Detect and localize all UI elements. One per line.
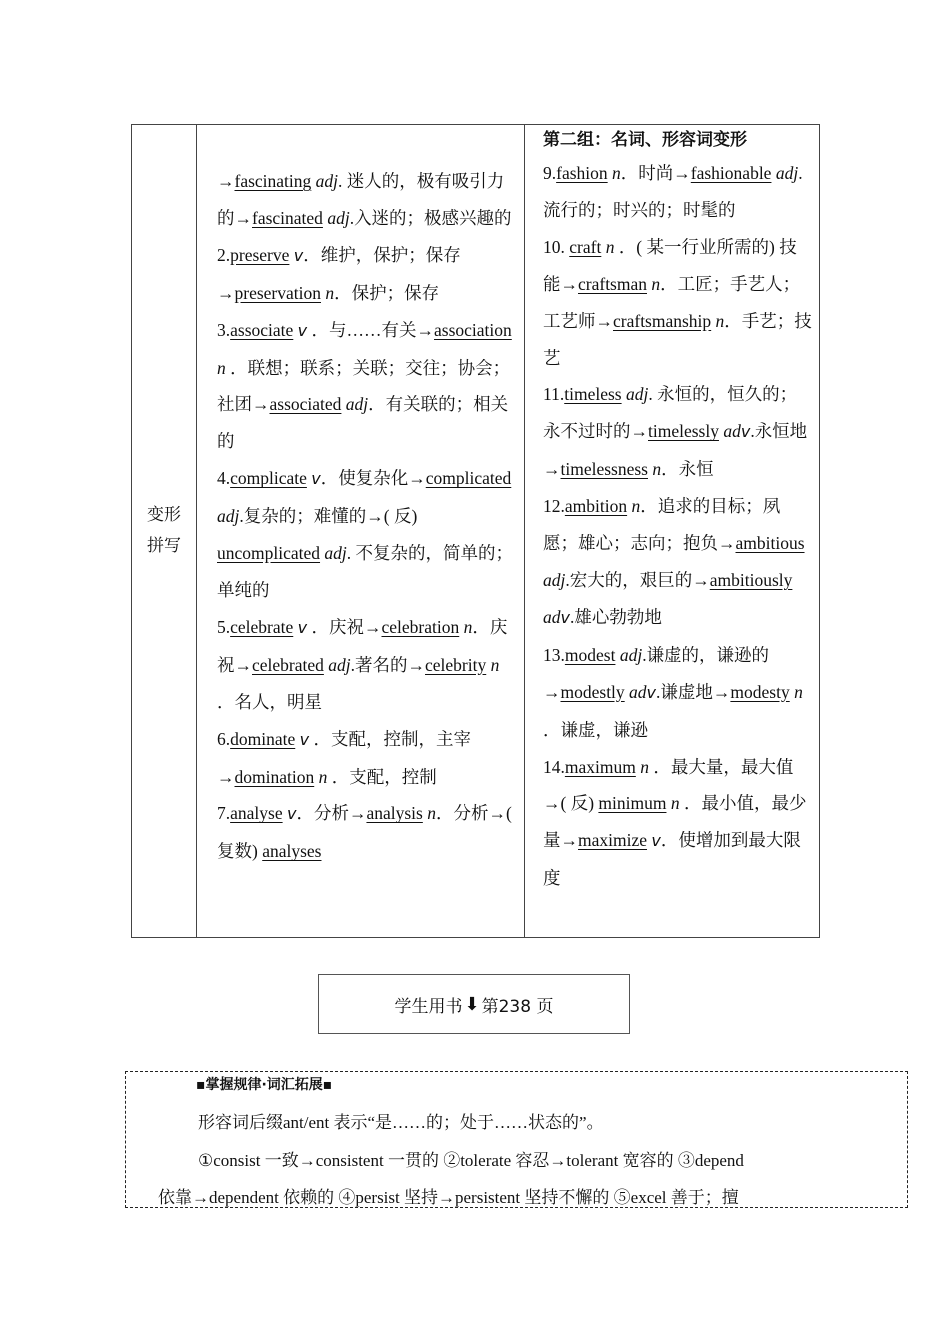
part-of-speech: n xyxy=(715,310,725,331)
part-of-speech: n xyxy=(325,282,335,303)
entry-text: 14. xyxy=(543,756,565,777)
entry-text: ．保护；保存 xyxy=(334,282,440,303)
vocab-word: modest xyxy=(564,644,616,665)
vocab-word: preservation xyxy=(234,282,321,303)
tip-rule: 形容词后缀ant/ent 表示“是……的；处于……状态的”。 xyxy=(198,1113,604,1132)
entry-text: 永恒地→ xyxy=(543,421,808,480)
part-of-speech: n xyxy=(652,459,662,480)
vocab-word: associated xyxy=(269,394,342,415)
entry-text: 10. xyxy=(543,236,570,257)
entry-text: ．( 某一行业所需的) 技能→ xyxy=(543,236,797,294)
vocab-word: minimum xyxy=(598,793,667,814)
vocab-entry xyxy=(217,312,516,461)
category-line-1: 变形 xyxy=(147,505,181,525)
entry-text: ．庆祝→ xyxy=(307,616,382,637)
category-label xyxy=(132,500,196,562)
entry-text: 谦虚地→ xyxy=(660,681,731,702)
entry-text: . xyxy=(349,207,355,228)
part-of-speech: adj xyxy=(217,506,240,527)
vocab-entry xyxy=(543,749,813,898)
part-of-speech: n xyxy=(463,616,473,637)
entry-text: ．名人，明星 xyxy=(217,691,322,712)
right-entry-list xyxy=(543,155,813,897)
part-of-speech: v xyxy=(297,320,308,340)
vocab-entry xyxy=(543,637,813,749)
entry-text: . xyxy=(798,163,803,183)
vocab-entry xyxy=(543,155,813,229)
vocab-word: timelessness xyxy=(560,459,648,480)
part-of-speech: ad xyxy=(629,681,647,702)
part-of-speech: adj xyxy=(315,171,339,191)
entry-text: . xyxy=(642,644,647,665)
part-of-speech: n xyxy=(490,654,500,675)
part-of-speech: n xyxy=(427,803,436,824)
vocab-word: analyses xyxy=(262,841,322,862)
part-of-speech: v xyxy=(286,804,297,824)
vocab-entry xyxy=(217,460,516,609)
part-of-speech: adj xyxy=(625,384,649,405)
entry-text: ．手艺；技艺 xyxy=(543,310,812,368)
entry-text: 3. xyxy=(217,319,231,340)
entry-text: ．最大量，最大值→( 反) xyxy=(543,756,794,814)
vocab-word: craftsman xyxy=(578,273,647,294)
vocab-word: analyse xyxy=(230,803,283,824)
entry-text: 11. xyxy=(543,384,565,405)
vocab-word: analysis xyxy=(366,803,423,824)
entry-text: 宏大的，艰巨的→ xyxy=(569,569,710,590)
entry-text: . 永恒的，恒久的；永不过时的→ xyxy=(543,384,798,442)
entry-text: 谦虚的，谦逊的→ xyxy=(543,644,770,702)
vocab-entry xyxy=(543,488,813,637)
group-heading: 第二组：名词、形容词变形 xyxy=(543,130,747,150)
vocab-word: celebration xyxy=(381,616,460,637)
part-of-speech: n xyxy=(670,793,680,814)
part-of-speech: v xyxy=(299,729,310,749)
entry-text: ．维护，保护；保存→ xyxy=(217,244,461,303)
entry-text: . 不复杂的，简单的；单纯的 xyxy=(217,543,514,600)
vocab-word: complicate xyxy=(230,468,307,489)
part-of-speech: adj xyxy=(775,163,799,183)
entry-text: → xyxy=(217,171,235,191)
vocab-entry xyxy=(217,237,516,312)
entry-text: 复杂的；难懂的→( 反) xyxy=(243,506,418,527)
vocab-word: ambition xyxy=(564,496,628,517)
down-arrow-icon: ⬇ xyxy=(464,993,480,1015)
part-of-speech: v xyxy=(740,422,751,442)
vocab-word: dominate xyxy=(230,728,296,749)
entry-text: 12. xyxy=(543,496,565,517)
entry-text: ．谦虚，谦逊 xyxy=(543,719,648,740)
entry-text: 著名的→ xyxy=(355,654,426,675)
vocab-word: timeless xyxy=(564,384,622,405)
page-reference-box xyxy=(318,974,630,1034)
tip-line-2: 依靠→dependent 依赖的 ④persist 坚持→persistent 坚持不懈的 ⑤excel 善于；擅 xyxy=(158,1188,739,1207)
vocab-entry xyxy=(217,163,516,237)
vocab-word: modestly xyxy=(560,681,625,702)
vocab-word: craftsmanship xyxy=(613,310,712,331)
entry-text: 4. xyxy=(217,468,231,489)
part-of-speech: n xyxy=(640,756,649,777)
vocab-word: maximize xyxy=(578,830,648,851)
entry-text: ．庆祝→ xyxy=(217,616,508,675)
entry-text: ．永恒 xyxy=(661,459,714,480)
part-of-speech: adj xyxy=(328,654,351,675)
part-of-speech: adj xyxy=(543,569,566,590)
entry-text: . 迷人的，极有吸引力的→ xyxy=(217,171,505,228)
right-entries xyxy=(525,125,819,937)
entry-text: ．支配，控制 xyxy=(327,766,437,787)
vocab-word: association xyxy=(434,319,512,340)
entry-text: ．分析→ xyxy=(296,803,367,824)
part-of-speech: v xyxy=(311,469,321,489)
vocab-word: celebrated xyxy=(252,654,324,675)
part-of-speech: v xyxy=(297,617,308,637)
entry-text: ．联想；联系；关联；交往；协会；社团→ xyxy=(217,357,511,415)
vocab-word: craft xyxy=(569,236,602,257)
part-of-speech: n xyxy=(318,766,328,787)
page-ref-prefix: 学生用书 xyxy=(394,996,463,1017)
vocab-word: fascinating xyxy=(234,171,312,191)
page-ref-suffix: 第238 页 xyxy=(481,996,554,1017)
vocab-word: celebrate xyxy=(230,616,294,637)
vocab-table xyxy=(131,124,820,938)
entry-text: . xyxy=(750,421,755,442)
part-of-speech: adj xyxy=(345,394,369,415)
vocab-word: timelessly xyxy=(648,421,719,442)
left-column xyxy=(197,125,525,938)
entry-text: 9. xyxy=(543,163,557,183)
entry-text: 入迷的；极感兴趣的 xyxy=(354,207,512,228)
entry-text: ．时尚→ xyxy=(620,163,691,183)
entry-text: 7. xyxy=(217,803,231,824)
vocab-word: fascinated xyxy=(252,207,323,228)
entry-text: ．分析→( 复数) xyxy=(217,803,512,862)
part-of-speech: adj xyxy=(619,644,643,665)
part-of-speech: adj xyxy=(327,207,350,228)
entry-text: ．使复杂化→ xyxy=(320,468,426,489)
tip-line-1: ①consist 一致→consistent 一贯的 ②tolerate 容忍→tolerant 宽容的 ③depend xyxy=(198,1151,744,1170)
vocab-word: fashionable xyxy=(690,163,772,183)
vocab-word: modesty xyxy=(730,681,790,702)
vocab-word: preserve xyxy=(230,244,290,265)
part-of-speech: n xyxy=(612,163,621,183)
vocab-word: associate xyxy=(230,319,294,340)
vocab-word: complicated xyxy=(425,468,512,489)
part-of-speech: n xyxy=(605,236,615,257)
vocab-tip-box xyxy=(125,1071,908,1208)
entry-text: ．使增加到最大限度 xyxy=(543,830,801,889)
vocab-entry xyxy=(217,795,516,870)
vocab-word: ambitious xyxy=(735,533,805,554)
part-of-speech: v xyxy=(646,682,657,702)
entry-text: . xyxy=(569,606,575,627)
entry-text: ．最小值，最少量→ xyxy=(543,793,807,851)
entry-text: 6. xyxy=(217,728,231,749)
part-of-speech: v xyxy=(651,831,661,851)
part-of-speech: v xyxy=(293,245,304,265)
vocab-entry xyxy=(217,609,516,721)
entry-text: 雄心勃勃地 xyxy=(574,606,662,627)
part-of-speech: n xyxy=(217,357,226,378)
vocab-word: ambitiously xyxy=(709,569,793,590)
part-of-speech: n xyxy=(651,273,661,294)
left-entries xyxy=(197,125,524,937)
vocab-entry xyxy=(543,376,813,488)
vocab-word: maximum xyxy=(564,756,636,777)
entry-text: ．工匠；手艺人；工艺师→ xyxy=(543,273,801,331)
vocab-entry xyxy=(543,229,813,377)
entry-text: . xyxy=(350,654,356,675)
entry-text: ．支配，控制，主宰→ xyxy=(217,728,471,787)
entry-text: 5. xyxy=(217,616,231,637)
entry-text: . xyxy=(656,681,661,702)
entry-text: . xyxy=(239,506,244,527)
part-of-speech: ad xyxy=(723,421,741,442)
tip-heading: ▪掌握规律·词汇拓展▪ xyxy=(196,1077,333,1093)
entry-text: ．有关联的；相关的 xyxy=(217,394,509,452)
entry-text: 13. xyxy=(543,644,565,665)
vocab-word: domination xyxy=(234,766,315,787)
category-cell xyxy=(132,125,197,938)
entry-text: 流行的；时兴的；时髦的 xyxy=(543,199,736,220)
entry-text: ．追求的目标；夙愿；雄心；志向；抱负→ xyxy=(543,496,781,554)
part-of-speech: n xyxy=(631,496,641,517)
part-of-speech: adj xyxy=(324,543,347,564)
vocab-word: uncomplicated xyxy=(217,543,321,564)
category-line-2: 拼写 xyxy=(147,536,181,556)
entry-text: . xyxy=(565,569,570,590)
vocab-word: celebrity xyxy=(425,654,487,675)
right-column xyxy=(525,125,820,938)
entry-text: ．与……有关→ xyxy=(307,319,435,340)
entry-text: 2. xyxy=(217,244,231,265)
part-of-speech: n xyxy=(794,681,803,702)
part-of-speech: ad xyxy=(543,606,561,627)
vocab-entry xyxy=(217,721,516,796)
vocab-word: fashion xyxy=(556,163,608,183)
part-of-speech: v xyxy=(560,607,570,627)
